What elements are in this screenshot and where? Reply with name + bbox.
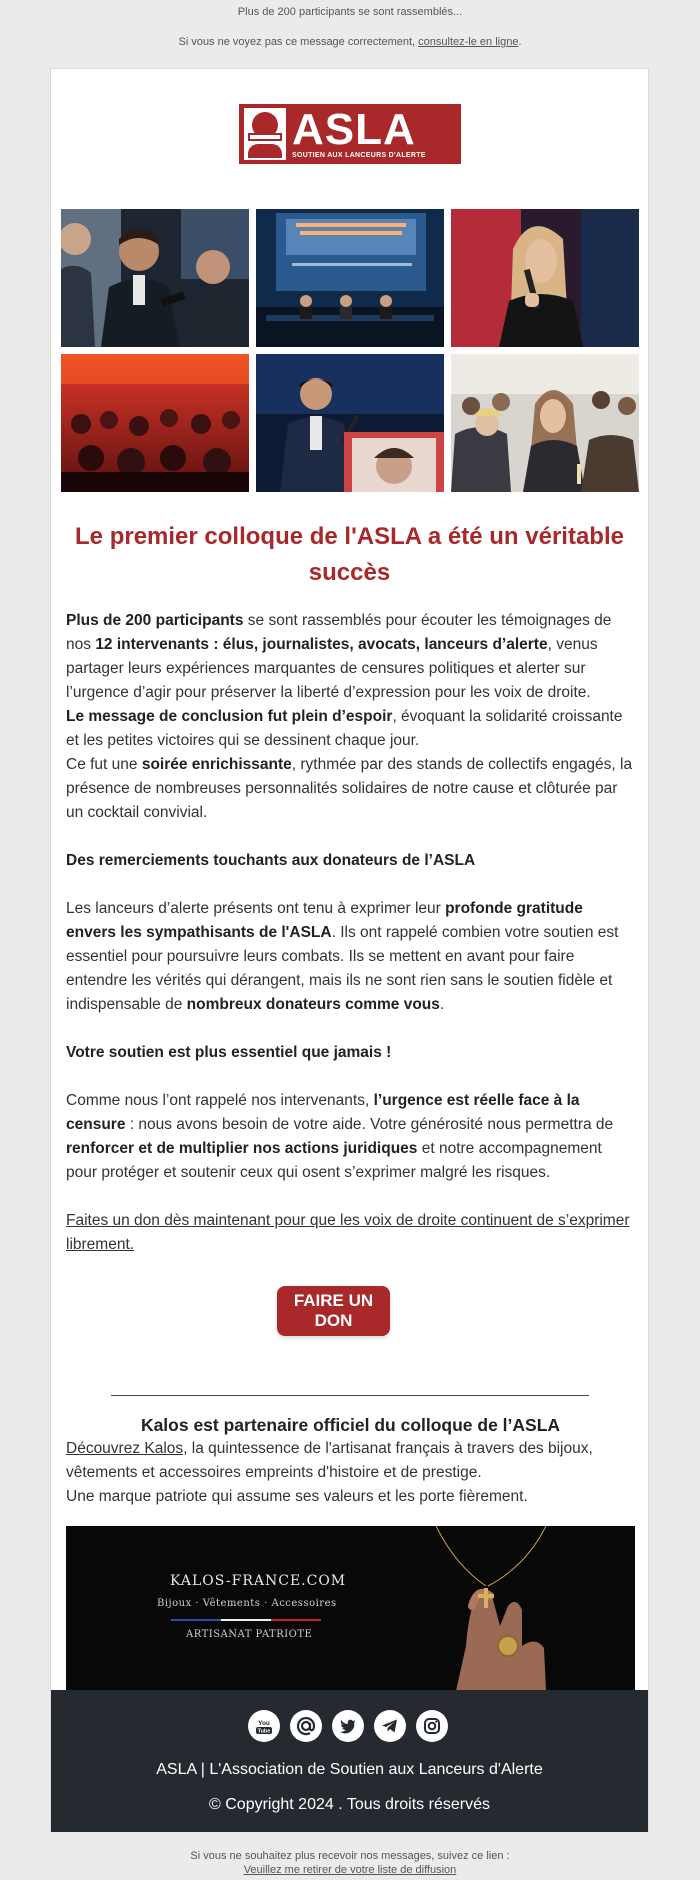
donate-button[interactable]: FAIRE UN DON (277, 1286, 390, 1336)
paragraph-conclusion: Le message de conclusion fut plein d’espoir, évoquant la solidarité croissante et les petites victoires qui se dessinent chaque jour. (66, 708, 623, 749)
partner-title: Kalos est partenaire officiel du colloque de l’ASLA (140, 1415, 561, 1435)
preheader (0, 0, 700, 49)
photo-panel-stage (256, 209, 444, 347)
view-online-suffix: . (518, 36, 522, 48)
email-icon[interactable] (290, 1710, 322, 1742)
logo-tagline: SOUTIEN AUX LANCEURS D'ALERTE (292, 151, 426, 159)
paragraph-participants: Plus de 200 participants se sont rassemblés pour écouter les témoignages de nos 12 intervenants : élus, journalistes, avocats, lanceurs d’alerte, venus partager leurs expériences marquantes de censures politiques et alerter sur l’urgence d’agir pour préserver la liberté d’expression pour les voix de droite. (66, 612, 612, 701)
twitter-icon[interactable] (332, 1710, 364, 1742)
view-online-line (0, 35, 700, 49)
view-online-link[interactable]: consultez-le en ligne (418, 36, 519, 48)
kalos-banner-title: KALOS-FRANCE.COM (170, 1573, 347, 1589)
paragraph-urgency: Comme nous l’ont rappelé nos intervenants, l’urgence est réelle face à la censure : nous avons besoin de votre aide. Votre générosité nous permettra de renforcer et de multiplier nos actions juridiques et notre accompagnement pour protéger et soutenir ceux qui osent s’exprimer malgré les risques. (66, 1092, 614, 1181)
kalos-banner-subtitle: Bijoux · Vêtements · Accessoires (157, 1598, 337, 1609)
photo-panel-audience (61, 354, 249, 492)
social-links (248, 1710, 448, 1742)
email-card (50, 68, 649, 1831)
hand-with-cross-icon (396, 1526, 635, 1691)
photo-panel-speakers (61, 209, 249, 347)
photo-panel-woman-speaking (451, 209, 639, 347)
article-body (66, 609, 636, 1257)
french-flag-stripe (171, 1619, 321, 1621)
instagram-icon[interactable] (416, 1710, 448, 1742)
unsubscribe-link[interactable]: Veuillez me retirer de votre liste de diffusion (243, 1864, 457, 1876)
unsubscribe-text: Si vous ne souhaitez plus recevoir nos messages, suivez ce lien : (190, 1850, 510, 1862)
paragraph-gratitude: Les lanceurs d’alerte présents ont tenu à exprimer leur profonde gratitude envers les sympathisants de l'ASLA. Ils ont rappelé combien votre soutien est essentiel pour poursuivre leurs combats. Ils se mettent en avant pour faire entendre les vérités qui dérangent, mais ils ne sont rien sans le soutien fidèle et indispensable de nombreux donateurs comme vous. (66, 900, 619, 1013)
unsubscribe-section (0, 1849, 700, 1877)
telegram-icon[interactable] (374, 1710, 406, 1742)
svg-text:Tube: Tube (257, 1728, 271, 1735)
preheader-teaser: Plus de 200 participants se sont rassemblés... (237, 6, 463, 18)
partner-description: Découvrez Kalos, la quintessence de l'artisanat français à travers des bijoux, vêtements et accessoires empreints d'histoire et de prestige. Une marque patriote qui assume ses valeurs et les porte fièrement. (66, 1440, 593, 1505)
kalos-link[interactable]: Découvrez Kalos (66, 1440, 184, 1457)
kalos-banner[interactable] (66, 1526, 635, 1691)
footer (51, 1690, 648, 1832)
section-heading-support: Votre soutien est plus essentiel que jamais ! (66, 1044, 392, 1061)
photo-panel-cocktail (451, 354, 639, 492)
asla-logo[interactable] (239, 104, 461, 164)
divider (111, 1395, 589, 1396)
gagged-person-icon (244, 108, 286, 160)
donate-text-link[interactable]: Faites un don dès maintenant pour que les voix de droite continuent de s’exprimer librement. (66, 1212, 630, 1253)
footer-copyright: © Copyright 2024 . Tous droits réservés (209, 1796, 490, 1813)
section-heading-thanks: Des remerciements touchants aux donateurs de l’ASLA (66, 852, 476, 869)
headline: Le premier colloque de l'ASLA a été un véritable succès (75, 523, 624, 586)
paragraph-evening: Ce fut une soirée enrichissante, rythmée par des stands de collectifs engagés, la présence de nombreuses personnalités solidaires de notre cause et clôturée par un cocktail convivial. (66, 756, 633, 821)
kalos-banner-tagline: ARTISANAT PATRIOTE (186, 1629, 313, 1640)
youtube-icon[interactable] (248, 1710, 280, 1742)
view-online-prefix: Si vous ne voyez pas ce message correctement, (178, 36, 419, 48)
svg-text:You: You (258, 1720, 270, 1727)
footer-organization: ASLA | L'Association de Soutien aux Lanceurs d'Alerte (156, 1761, 543, 1778)
logo-name: ASLA (292, 104, 416, 154)
photo-panel-podium (256, 354, 444, 492)
